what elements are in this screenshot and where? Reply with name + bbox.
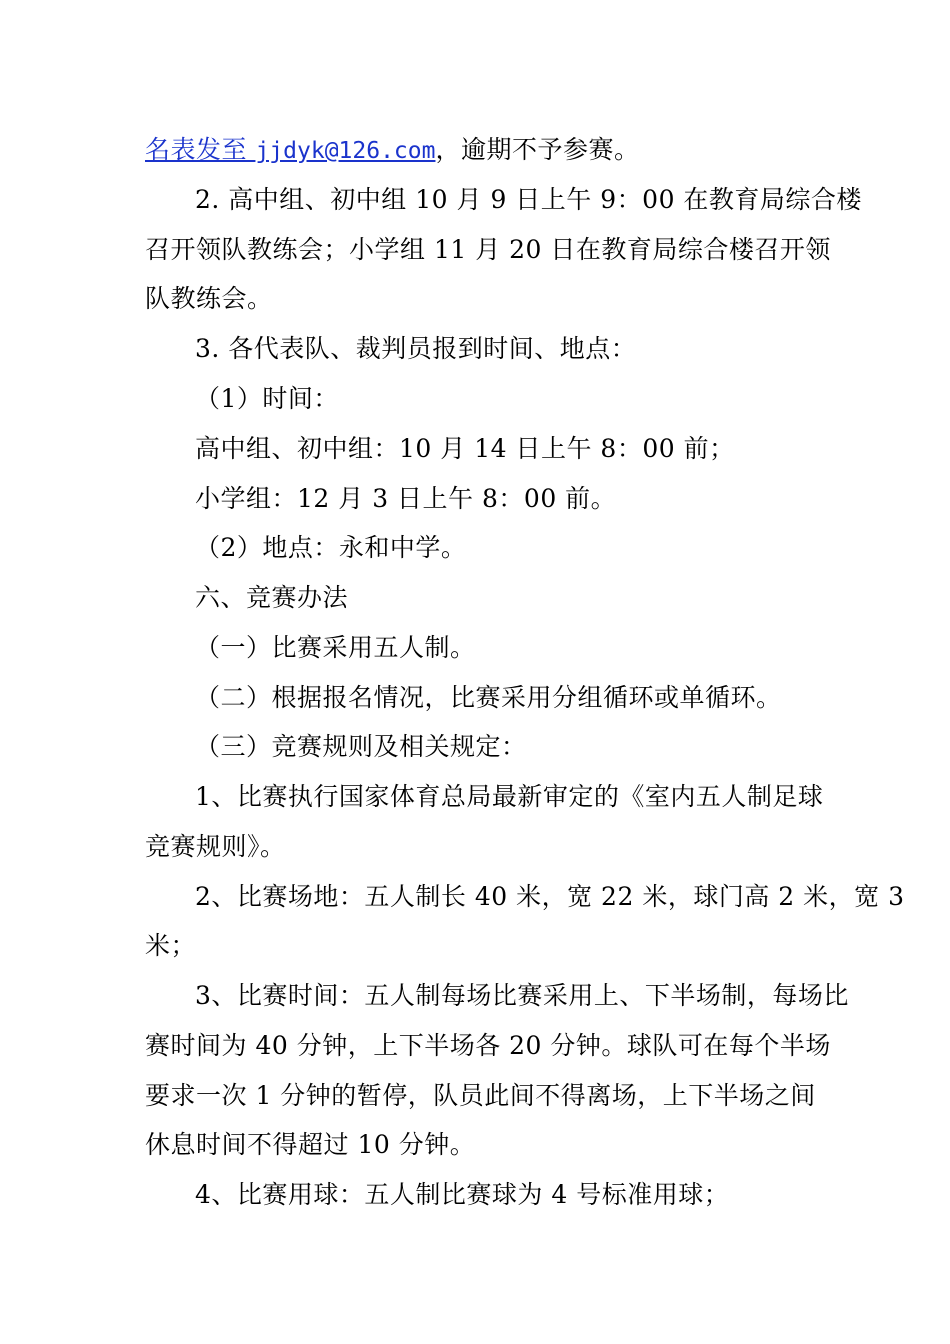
paragraph-line-2: 2. 高中组、初中组 10 月 9 日上午 9：00 在教育局综合楼 — [195, 185, 862, 214]
email-link[interactable]: jjdyk@126.com — [255, 138, 436, 164]
paragraph-line-9: （2）地点：永和中学。 — [195, 533, 467, 562]
paragraph-line-18: 3、比赛时间：五人制每场比赛采用上、下半场制，每场比 — [195, 981, 849, 1010]
paragraph-line-6: （1）时间： — [195, 384, 339, 413]
paragraph-line-19: 赛时间为 40 分钟，上下半场各 20 分钟。球队可在每个半场 — [145, 1031, 831, 1060]
paragraph-line-8: 小学组：12 月 3 日上午 8：00 前。 — [195, 484, 617, 513]
paragraph-line-22: 4、比赛用球：五人制比赛球为 4 号标准用球； — [195, 1180, 730, 1209]
paragraph-line-5: 3. 各代表队、裁判员报到时间、地点： — [195, 334, 637, 363]
paragraph-line-17: 米； — [145, 931, 197, 960]
section-heading: 六、竞赛办法 — [195, 583, 349, 612]
paragraph-line-13: （三）竞赛规则及相关规定： — [195, 732, 527, 761]
paragraph-line-15: 竞赛规则》。 — [145, 832, 286, 861]
paragraph-line-7: 高中组、初中组：10 月 14 日上午 8：00 前； — [195, 434, 735, 463]
paragraph-line-12: （二）根据报名情况，比赛采用分组循环或单循环。 — [195, 683, 782, 712]
paragraph-line-11: （一）比赛采用五人制。 — [195, 633, 476, 662]
line-text: ，逾期不予参赛。 — [435, 135, 640, 164]
paragraph-line-16: 2、比赛场地：五人制长 40 米，宽 22 米，球门高 2 米，宽 3 — [195, 882, 905, 911]
email-link-prefix[interactable]: 名表发至 — [145, 135, 256, 164]
paragraph-line-20: 要求一次 1 分钟的暂停，队员此间不得离场，上下半场之间 — [145, 1081, 816, 1110]
paragraph-line-14: 1、比赛执行国家体育总局最新审定的《室内五人制足球 — [195, 782, 824, 811]
paragraph-line-21: 休息时间不得超过 10 分钟。 — [145, 1130, 476, 1159]
paragraph-line-1 — [145, 135, 815, 166]
paragraph-line-4: 队教练会。 — [145, 284, 273, 313]
paragraph-line-3: 召开领队教练会；小学组 11 月 20 日在教育局综合楼召开领 — [145, 235, 831, 264]
